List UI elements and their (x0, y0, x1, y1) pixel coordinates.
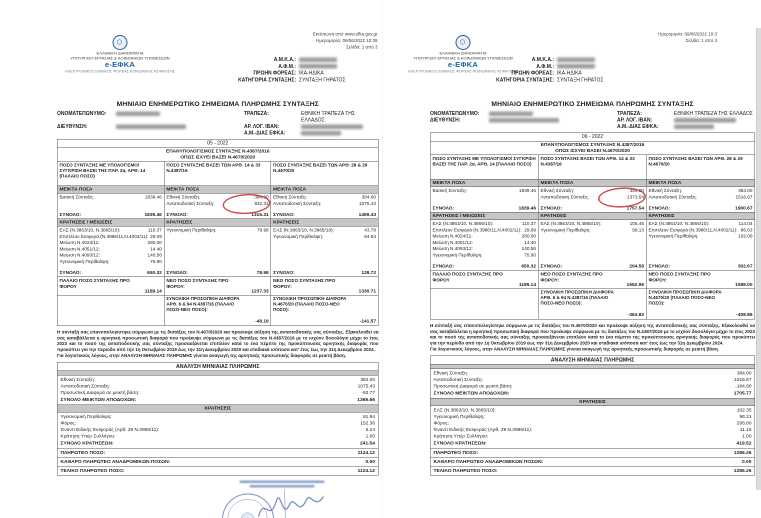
deduction-row: Μείωση Ν.4093/12: 140.56 (59, 252, 162, 258)
amount-row: Εθνική Σύνταξη: 384.00 (540, 187, 644, 193)
redacted-amka (557, 57, 595, 62)
redacted-afm (557, 64, 595, 69)
print-info (658, 31, 717, 44)
deduction-rows (433, 221, 537, 259)
analysis-deduction-rows (58, 412, 379, 440)
retroactive-amount-row: ΚΑΘΑΡΟ ΠΛΗΡΩΤΕΟ ΑΝΑΔΡΟΜΙΚΩΝ ΠΟΣΩΝ: 0.00 (58, 457, 379, 466)
column-header: ΠΟΣΟ ΣΥΝΤΑΞΗΣ ΒΑΣΕΙ ΤΩΝ ΑΡΘ. 28 & 29 Ν.4670/20 (648, 156, 743, 167)
deduction-row: Μείωση Ν.4051/12: 14.40 (59, 245, 162, 252)
deduction-row: ΕΑΣ (Ν.3863/10, Ν.3865/10): 110.37 (59, 227, 162, 233)
column-old-amount (431, 155, 539, 319)
page-title: ΜΗΝΙΑΙΟ ΕΝΗΜΕΡΩΤΙΚΟ ΣΗΜΕΙΩΜΑ ΠΛΗΡΩΜΗΣ ΣΥΝΤΑΞΗΣ (116, 100, 319, 108)
redacted-iban (674, 118, 736, 123)
former-carrier-label: ΠΡΩΗΝ ΦΟΡΕΑΣ: (253, 70, 296, 76)
deductions-total-row: ΣΥΝΟΛΟ: 78.98 (166, 270, 269, 276)
amka-value (299, 57, 379, 63)
gross-band: ΜΕΙΚΤΑ ΠΟΣΑ (58, 186, 164, 194)
greek-republic-emblem-icon (113, 35, 128, 50)
amount-row: Ανταποδοτική Σύνταξη: 1516.67 (648, 193, 753, 200)
former-carrier-value: ΙΚΑ-ΗΔΙΚΑ (299, 70, 324, 76)
column-law-4670 (271, 162, 378, 326)
redacted-afm (299, 64, 337, 69)
recalc-title (431, 142, 755, 156)
recalc-columns (58, 162, 379, 326)
pension-category-label: ΚΑΤΗΓΟΡΙΑ ΣΥΝΤΑΞΗΣ: (496, 77, 554, 83)
afm-value (299, 64, 379, 70)
column-header: ΠΟΣΟ ΣΥΝΤΑΞΗΣ ΒΑΣΕΙ ΤΩΝ ΑΡΘ. 14 & 33 Ν.4387/16 (166, 162, 261, 173)
recalc-columns (431, 155, 755, 319)
deductions-total-row: ΣΥΝΟΛΟ: 204.58 (540, 263, 644, 269)
signature-icon (255, 485, 330, 518)
analysis-gross-total-row: ΣΥΝΟΛΟ ΜΕΙΚΤΩΝ ΑΠΟΔΟΧΩΝ: 1705.77 (433, 390, 752, 396)
recalculation-table (430, 133, 755, 320)
recalculation-table (57, 139, 379, 326)
amka-label: Α.Μ.Κ.Α.: (531, 57, 554, 63)
analysis-income-rows (431, 369, 755, 390)
analysis-deduction-row: Έναντι Ειδικής Εισφοράς (Αρθ. 29 Ν.3986/11): 11.16 (433, 426, 752, 433)
analysis-income-rows (58, 375, 379, 396)
analysis-gross-total-row: ΣΥΝΟΛΟ ΜΕΙΚΤΩΝ ΑΠΟΔΟΧΩΝ: 1365.66 (60, 396, 375, 403)
deduction-row: Υγειονομική Περίθαλψη: 78.98 (166, 227, 269, 233)
redacted-iban (301, 124, 363, 129)
afm-label: Α.Φ.Μ.: (278, 63, 296, 70)
deduction-rows (541, 221, 645, 234)
note-paragraph-2: Για λογιστικούς λόγους, στην ΑΝΑΛΥΣΗ ΜΗΝΙΑΙΑΣ ΠΛΗΡΩΜΗΣ γίνεται αναγωγή της αρνητικής προσωπικής διαφοράς σε μεικτή βάση. (57, 353, 347, 358)
analysis-deduction-row: ΕΑΣ (Ν.3863/10, Ν.3865/10): 102.35 (433, 407, 752, 413)
pension-category-label: ΚΑΤΗΓΟΡΙΑ ΣΥΝΤΑΞΗΣ: (238, 77, 296, 83)
agency-subtitle: ΗΛΕΚΤΡΟΝΙΚΟΣ ΕΘΝΙΚΟΣ ΦΟΡΕΑΣ ΚΟΙΝΩΝΙΚΗΣ ΑΣΦΑΛΙΣΗΣ (64, 69, 175, 74)
print-info (313, 31, 378, 51)
payable-amount-row: ΠΛΗΡΩΤΕΟ ΠΟΣΟ: 1286.26 (431, 448, 755, 457)
amount-row: Ανταποδοτική Σύνταξη: 1075.43 (273, 200, 376, 206)
statement-page (383, 0, 761, 518)
deductions-total-row: ΣΥΝΟΛΟ: 302.67 (648, 263, 753, 269)
deduction-row: ΕΑΣ (Ν.3863/10, Ν.3865/10): 43.78 (273, 227, 376, 233)
explanatory-note (430, 323, 755, 352)
analysis-deductions-total-row: ΣΥΝΟΛΟ ΚΡΑΤΗΣΕΩΝ: 419.52 (433, 440, 752, 446)
analysis-deduction-row: Υγειονομική Περίθαλψη: 96.21 (433, 413, 752, 420)
column-old-amount (58, 162, 165, 326)
print-date: Ημερομηνία: 09/06/2022 10:3 (658, 31, 717, 37)
party-info (57, 111, 379, 137)
gross-band: ΜΕΙΚΤΑ ΠΟΣΑ (647, 179, 755, 187)
redacted-address (116, 124, 186, 129)
amount-row: Ανταποδοτική Σύνταξη: 1373.54 (540, 193, 644, 200)
deduction-rows (649, 221, 753, 240)
pension-category-value: ΣΥΝΤΑΞΗ ΓΗΡΑΤΟΣ (557, 77, 604, 83)
note-paragraph-1: Η σύνταξή σας επανυπολογίστηκε σύμφωνα με τις διατάξεις του Ν.4670/2020 και προέκυψε αύξηση της ανταποδοτικής σας σύνταξης. Εξακολουθεί να σας καταβάλλεται η αρνητική προσωπική διαφορά που προέκυψε σύμφωνα με τις διατάξεις του Ν.4387/2016 με το ισχύον δοσολόγιο μέχρι το έτος 2023 και το ποσό της ανταποδοτικής σας σύνταξης προσαυξάνεται επιπλέον κατά το ένα πέμπτο της προκύπτουσας αρνητικής διαφοράς που προκύπτει για την περίοδο από την 1η Οκτωβρίου 2019 έως την 31η Δεκεμβρίου 2020 και σταδιακά ισόποσα κατ' έτος έως την 31η Δεκεμβρίου 2024. (57, 329, 379, 352)
pre-tax-zone: ΝΕΟ ΠΟΣΟ ΣΥΝΤΑΞΗΣ ΠΡΟ ΦΟΡΟΥ: 1598.00 (648, 271, 753, 288)
analysis-deduction-row: Υγειονομική Περίθαλψη: 81.94 (60, 413, 375, 420)
personal-difference-zone: ΣΥΝΟΛΙΚΗ ΠΡΟΣΩΠΙΚΗ ΔΙΑΦΟΡΑ ΑΡΘ. 6 & 94 Ν.4387/16 (ΠΑΛΑΙΟ ΠΟΣΟ-ΝΕΟ ΠΟΣΟ): -48.19 (166, 296, 269, 324)
pension-category-value: ΣΥΝΤΑΞΗ ΓΗΡΑΤΟΣ (299, 77, 346, 83)
note-paragraph-2: Για λογιστικούς λόγους, στην ΑΝΑΛΥΣΗ ΜΗΝΙΑΙΑΣ ΠΛΗΡΩΜΗΣ γίνεται αναγωγή της αρνητικής προσωπικής διαφοράς σε μεικτή βάση. (430, 346, 720, 352)
bank-value: ΕΘΝΙΚΗ ΤΡΑΠΕΖΑ ΤΗΣ ΕΛΛΑΔΟΣ (301, 111, 355, 123)
amka-value (557, 57, 637, 63)
deductions-band: ΚΡΑΤΗΣΕΙΣ (271, 219, 378, 227)
deduction-row: Επιπλέον Εισφορά (Ν.3986/11,Ν.4002/11): 29.09 (59, 233, 162, 239)
gross-zone (271, 194, 378, 219)
recalc-title-line1: ΕΠΑΝΥΠΟΛΟΓΙΣΜΟΣ ΣΥΝΤΑΞΗΣ Ν.4387/2016 (540, 142, 645, 148)
party-info (430, 111, 755, 131)
agency-republic: ΕΛΛΗΝΙΚΗ ΔΗΜΟΚΡΑΤΙΑ (96, 51, 144, 56)
deductions-total-row: ΣΥΝΟΛΟ: 650.32 (432, 263, 536, 269)
column-header: ΠΟΣΟ ΣΥΝΤΑΞΗΣ ΒΑΣΕΙ ΤΩΝ ΑΡΘ. 28 & 29 Ν.4670/20 (273, 162, 368, 173)
page-edge-shadow (756, 28, 761, 490)
deductions-band: ΚΡΑΤΗΣΕΙΣ (164, 219, 270, 227)
gross-total-row: ΣΥΝΟΛΟ: 1900.67 (648, 205, 753, 211)
recalc-title-line2: ΟΠΩΣ ΙΣΧΥΕΙ ΒΑΣΕΙ Ν.4670/2020 (180, 154, 256, 160)
gross-zone (431, 187, 539, 212)
personal-difference-zone (58, 295, 164, 326)
note-paragraph-1: Η σύνταξή σας επανυπολογίστηκε σύμφωνα με τις διατάξεις του Ν.4670/2020 και προέκυψε αύξηση της ανταποδοτικής σας σύνταξης. Εξακολουθεί να σας καταβάλλεται η αρνητική προσωπική διαφορά που προέκυψε σύμφωνα με τις διατάξεις του Ν.4387/2016 με το ισχύον δοσολόγιο μέχρι το έτος 2023 και το ποσό της ανταποδοτικής σας σύνταξης προσαυξάνεται επιπλέον κατά το ένα πέμπτο της προκύπτουσας αρνητικής διαφοράς που προκύπτει για την περίοδο από την 1η Οκτωβρίου 2019 έως την 31η Δεκεμβρίου 2020 και σταδιακά ισόποσα κατ' έτος έως την 31η Δεκεμβρίου 2024. (430, 323, 755, 346)
deductions-zone (539, 220, 647, 270)
gross-band: ΜΕΙΚΤΑ ΠΟΣΑ (539, 179, 647, 187)
deductions-total-row: ΣΥΝΟΛΟ: 128.72 (273, 270, 376, 276)
deductions-band: ΚΡΑΤΗΣΕΙΣ / ΜΕΙΩΣΕΙΣ (58, 219, 164, 227)
analysis-deduction-row: Φόρος: 152.36 (60, 420, 375, 426)
iban-label: ΑΡ. ΛΟΓ. IBAN: (617, 117, 653, 123)
amount-row: Ανταποδοτική Σύνταξη: 932.31 (166, 200, 269, 206)
pre-tax-zone: ΠΑΛΑΙΟ ΠΟΣΟ ΣΥΝΤΑΞΗΣ ΠΡΟ ΦΟΡΟΥ 1189.14 (59, 277, 162, 294)
gross-rows (273, 194, 376, 207)
gross-total-row: ΣΥΝΟΛΟ: 1459.43 (273, 212, 376, 218)
personal-difference-zone: ΣΥΝΟΛΙΚΗ ΠΡΟΣΩΠΙΚΗ ΔΙΑΦΟΡΑ ΑΡΘ. 6 & 94 Ν.4387/16 (ΠΑΛΑΙΟ ΠΟΣΟ-ΝΕΟ ΠΟΣΟ): -363.82 (540, 289, 644, 318)
final-payable-row: ΤΕΛΙΚΟ ΠΛΗΡΩΤΕΟ ΠΟΣΟ: 1124.12 (58, 466, 379, 475)
period: 05 - 2022 (58, 140, 379, 149)
pre-tax-zone: ΝΕΟ ΠΟΣΟ ΣΥΝΤΑΞΗΣ ΠΡΟ ΦΟΡΟΥ: 1330.71 (273, 277, 376, 294)
agency-republic: ΕΛΛΗΝΙΚΗ ΔΗΜΟΚΡΑΤΙΑ (439, 51, 487, 56)
explanatory-note (57, 330, 379, 359)
deduction-row: Υγειονομική Περίθαλψη: 75.90 (432, 251, 536, 258)
gross-total-row: ΣΥΝΟΛΟ: 1757.54 (540, 205, 644, 211)
deduction-rows (60, 227, 162, 265)
analysis-income-row: Ανταποδοτική Σύνταξη: 1075.43 (60, 383, 375, 389)
agency-logo-block (60, 35, 180, 74)
deductions-zone (647, 220, 755, 270)
analysis-deduction-rows (431, 406, 755, 440)
gross-zone (539, 187, 647, 212)
deduction-row: Επιπλέον Εισφορά (Ν.3986/11,Ν.4002/11): 86.63 (648, 226, 753, 233)
deduction-row: ΕΑΣ (Ν.3863/10, Ν.3865/10): 110.37 (432, 220, 536, 226)
retroactive-amount-row: ΚΑΘΑΡΟ ΠΛΗΡΩΤΕΟ ΑΝΑΔΡΟΜΙΚΩΝ ΠΟΣΩΝ: 0.00 (431, 457, 755, 466)
analysis-income-row: Προσωπική Διαφορά σε μεικτή βάση: -194.90 (433, 383, 752, 389)
redacted-amdias (301, 131, 341, 136)
recalc-title-line1: ΕΠΑΝΥΠΟΛΟΓΙΣΜΟΣ ΣΥΝΤΑΞΗΣ Ν.4387/2016 (165, 148, 270, 154)
deduction-row: Υγειονομική Περίθαλψη: 102.00 (648, 233, 753, 239)
agency-name: e-ΕΦΚΑ (447, 60, 479, 69)
agency-name: e-ΕΦΚΑ (104, 60, 136, 69)
print-page-number: Σελίδα: 1 από 3 (346, 44, 378, 50)
personal-difference-zone: ΣΥΝΟΛΙΚΗ ΠΡΟΣΩΠΙΚΗ ΔΙΑΦΟΡΑ Ν.4670/20 (ΠΑΛΑΙΟ ΠΟΣΟ-ΝΕΟ ΠΟΣΟ): -141.57 (273, 296, 376, 324)
afm-label: Α.Φ.Μ.: (536, 63, 554, 70)
deduction-rows (166, 227, 268, 233)
redacted-amdias (674, 124, 714, 129)
recalc-title (58, 148, 379, 162)
column-header: ΠΟΣΟ ΣΥΝΤΑΞΗΣ ΜΕ ΥΠΟΛΟΓΙΣΜΟ/ ΣΥΓΚΡΙΣΗ ΒΑΣΕΙ ΤΗΣ ΠΑΡ. 2α, ΑΡΘ. 14 (ΠΑΛΑΙΟ ΠΟΣΟ) (432, 156, 536, 167)
gross-total-row: ΣΥΝΟΛΟ: 1839.46 (432, 205, 536, 211)
print-page-number: Σελίδα: 1 από 3 (685, 38, 717, 43)
address-label: ΔΙΕΥΘΥΝΣΗ: (57, 124, 88, 130)
deductions-zone (431, 220, 539, 270)
gross-band: ΜΕΙΚΤΑ ΠΟΣΑ (164, 186, 270, 194)
deduction-row: Μείωση Ν.4093/12: 140.56 (432, 245, 536, 252)
deductions-total-row: ΣΥΝΟΛΟ: 650.32 (59, 270, 162, 276)
name-label: ΟΝΟΜΑΤΕΠΩΝΥΜΟ: (430, 111, 480, 117)
analysis-deduction-row: Έναντι Ειδικής Εισφοράς (Αρθ. 29 Ν.3986/11): 6.24 (60, 426, 375, 433)
print-date: Ημερομηνία: 09/06/2022 10:39 (316, 38, 378, 43)
deduction-row: Επιπλέον Εισφορά (Ν.3986/11,Ν.4002/11): 29.09 (432, 226, 536, 233)
analysis-title: ΑΝΑΛΥΣΗ ΜΗΝΙΑΙΑΣ ΠΛΗΡΩΜΗΣ (58, 362, 379, 371)
analysis-deduction-row: Κράτηση Υπέρ Συλλόγου: 1.00 (60, 433, 375, 439)
name-label: ΟΝΟΜΑΤΕΠΩΝΥΜΟ: (57, 111, 107, 117)
column-law-4387 (539, 155, 647, 319)
pre-tax-zone: ΝΕΟ ΠΟΣΟ ΣΥΝΤΑΞΗΣ ΠΡΟ ΦΟΡΟΥ: 1552.96 (540, 271, 644, 288)
bank-label: ΤΡΑΠΕΖΑ: (617, 111, 642, 117)
period: 06 - 2022 (431, 133, 755, 142)
official-stamp (207, 480, 357, 518)
deductions-zone (58, 227, 164, 277)
gross-rows (166, 194, 268, 207)
amka-label: Α.Μ.Κ.Α.: (273, 57, 296, 63)
amdias-label: Α.Μ.-ΔΙΑΣ ΕΦΚΑ: (244, 130, 286, 136)
agency-ministry: ΥΠΟΥΡΓΕΙΟ ΕΡΓΑΣΙΑΣ & ΚΟΙΝΩΝΙΚΩΝ ΥΠΟΘΕΣΕΩΝ (413, 55, 513, 61)
deduction-row: ΕΑΣ (Ν.3863/10, Ν.3865/10): 114.04 (648, 220, 753, 226)
monthly-payment-analysis (57, 362, 379, 476)
analysis-income-row: Εθνική Σύνταξη: 384.00 (60, 376, 375, 383)
analysis-deductions-band: ΚΡΑΤΗΣΕΙΣ (58, 404, 379, 412)
gross-rows (649, 188, 753, 201)
page-title: ΜΗΝΙΑΙΟ ΕΝΗΜΕΡΩΤΙΚΟ ΣΗΜΕΙΩΜΑ ΠΛΗΡΩΜΗΣ ΣΥΝΤΑΞΗΣ (491, 100, 694, 108)
print-source: Εκτύπωση από www.efka.gov.gr (312, 31, 378, 37)
agency-ministry: ΥΠΟΥΡΓΕΙΟ ΕΡΓΑΣΙΑΣ & ΚΟΙΝΩΝΙΚΩΝ ΥΠΟΘΕΣΕΩΝ (70, 55, 170, 61)
gross-total-row: ΣΥΝΟΛΟ: 1316.31 (166, 212, 269, 218)
deduction-row: Μείωση Ν.4051/12: 14.40 (432, 239, 536, 245)
analysis-income-row: Ανταποδοτική Σύνταξη: 1516.67 (433, 376, 752, 383)
gross-rows (433, 188, 537, 194)
bank-value: ΕΘΝΙΚΗ ΤΡΑΠΕΖΑ ΤΗΣ ΕΛΛΑΔΟΣ (674, 111, 753, 117)
analysis-income-row: Εθνική Σύνταξη: 384.00 (433, 370, 752, 376)
deduction-row: Υγειονομική Περίθαλψη: 84.94 (273, 233, 376, 239)
analysis-deductions-total-row: ΣΥΝΟΛΟ ΚΡΑΤΗΣΕΩΝ: 241.54 (60, 440, 375, 446)
amdias-value (301, 130, 379, 137)
deduction-row: Υγειονομική Περίθαλψη: 75.90 (59, 258, 162, 264)
former-carrier-label: ΠΡΩΗΝ ΦΟΡΕΑΣ: (511, 70, 554, 76)
final-payable-row: ΤΕΛΙΚΟ ΠΛΗΡΩΤΕΟ ΠΟΣΟ: 1286.26 (431, 466, 755, 475)
amount-row: Βασική Σύνταξη: 1839.46 (59, 194, 162, 200)
gross-rows (60, 194, 162, 200)
id-block (211, 57, 379, 83)
gross-band: ΜΕΙΚΤΑ ΠΟΣΑ (271, 186, 378, 194)
afm-value (557, 64, 637, 70)
payable-amount-row: ΠΛΗΡΩΤΕΟ ΠΟΣΟ: 1124.12 (58, 448, 379, 457)
amount-row: Εθνική Σύνταξη: 384.00 (166, 194, 269, 200)
amount-row: Εθνική Σύνταξη: 384.00 (273, 194, 376, 200)
analysis-deduction-row: Κράτηση Υπέρ Συλλόγου: 1.00 (433, 433, 752, 439)
gross-zone (647, 187, 755, 212)
amount-row: Εθνική Σύνταξη: 384.00 (648, 187, 753, 193)
amount-row: Βασική Σύνταξη: 1839.46 (432, 187, 536, 193)
amdias-value (674, 124, 755, 131)
personal-difference-zone (431, 289, 539, 320)
pre-tax-zone: ΝΕΟ ΠΟΣΟ ΣΥΝΤΑΞΗΣ ΠΡΟ ΦΟΡΟΥ: 1237.33 (166, 277, 269, 294)
pre-tax-zone: ΠΑΛΑΙΟ ΠΟΣΟ ΣΥΝΤΑΞΗΣ ΠΡΟ ΦΟΡΟΥ 1189.14 (432, 271, 536, 288)
deductions-band: ΚΡΑΤΗΣΕΙΣ (539, 212, 647, 220)
column-header: ΠΟΣΟ ΣΥΝΤΑΞΗΣ ΒΑΣΕΙ ΤΩΝ ΑΡΘ. 14 & 33 Ν.4387/16 (540, 156, 635, 167)
stamp-caption-line (240, 480, 325, 483)
gross-total-row: ΣΥΝΟΛΟ: 1839.46 (59, 212, 162, 218)
gross-zone (164, 194, 270, 219)
former-carrier-value: ΙΚΑ-ΗΔΙΚΑ (557, 70, 582, 76)
gross-zone (58, 194, 164, 219)
deductions-zone (271, 227, 378, 277)
redacted-amka (299, 57, 337, 62)
redacted-address (489, 118, 559, 123)
deduction-row: ΕΑΣ (Ν.3863/10, Ν.3865/10): 105.45 (540, 220, 644, 226)
deduction-row: Υγειονομική Περίθαλψη: 99.13 (540, 226, 644, 233)
recalc-title-line2: ΟΠΩΣ ΙΣΧΥΕΙ ΒΑΣΕΙ Ν.4670/2020 (555, 147, 630, 154)
deduction-row: Μείωση Ν.4024/11: 280.00 (432, 233, 536, 239)
name-value (116, 111, 241, 124)
redacted-name (489, 111, 533, 116)
column-law-4670 (647, 155, 755, 319)
greek-republic-emblem-icon (456, 35, 471, 50)
monthly-payment-analysis (430, 355, 755, 475)
amdias-label: Α.Μ.-ΔΙΑΣ ΕΦΚΑ: (617, 124, 659, 130)
deduction-row: Μείωση Ν.4024/11: 280.00 (59, 239, 162, 246)
redacted-name (116, 111, 160, 116)
gross-band: ΜΕΙΚΤΑ ΠΟΣΑ (431, 179, 539, 187)
address-label: ΔΙΕΥΘΥΝΣΗ: (430, 117, 461, 123)
column-law-4387 (164, 162, 271, 326)
analysis-income-row: Προσωπική Διαφορά σε μεικτή βάση: -93.77 (60, 389, 375, 396)
gross-rows (541, 188, 645, 201)
analysis-deductions-band: ΚΡΑΤΗΣΕΙΣ (431, 398, 755, 406)
deductions-band: ΚΡΑΤΗΣΕΙΣ / ΜΕΙΩΣΕΙΣ (431, 212, 539, 220)
deductions-zone (164, 227, 270, 277)
iban-label: ΑΡ. ΛΟΓ. IBAN: (244, 124, 280, 130)
personal-difference-zone: ΣΥΝΟΛΙΚΗ ΠΡΟΣΩΠΙΚΗ ΔΙΑΦΟΡΑ Ν.4670/20 (ΠΑΛΑΙΟ ΠΟΣΟ-ΝΕΟ ΠΟΣΟ): -408.86 (648, 289, 753, 318)
bank-label: ΤΡΑΠΕΖΑ: (244, 111, 269, 117)
id-block (469, 57, 637, 83)
deductions-band: ΚΡΑΤΗΣΕΙΣ (647, 212, 755, 220)
agency-subtitle: ΗΛΕΚΤΡΟΝΙΚΟΣ ΕΘΝΙΚΟΣ ΦΟΡΕΑΣ ΚΟΙΝΩΝΙΚΗΣ ΑΣΦΑΛΙΣΗΣ (407, 69, 518, 74)
analysis-deduction-row: Φόρος: 208.80 (433, 420, 752, 426)
analysis-title: ΑΝΑΛΥΣΗ ΜΗΝΙΑΙΑΣ ΠΛΗΡΩΜΗΣ (431, 356, 755, 365)
column-header: ΠΟΣΟ ΣΥΝΤΑΞΗΣ ΜΕ ΥΠΟΛΟΓΙΣΜΟ/ ΣΥΓΚΡΙΣΗ ΒΑΣΕΙ ΤΗΣ ΠΑΡ. 2α, ΑΡΘ. 14 (ΠΑΛΑΙΟ ΠΟΣΟ) (59, 162, 146, 179)
deduction-rows (273, 227, 376, 240)
